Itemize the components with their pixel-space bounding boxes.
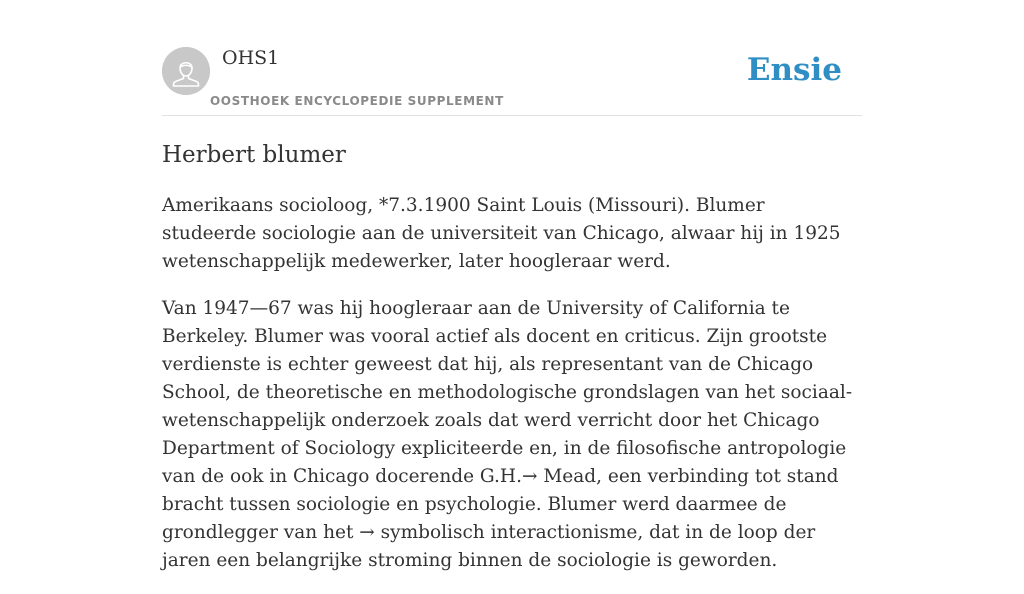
paragraph-2-part-3: , dat in de loop der jaren een belangrijke stroming binnen de sociologie is geworden. — [162, 522, 816, 571]
username-link[interactable]: OHS1 — [222, 47, 280, 69]
ensie-logo[interactable]: Ensie — [746, 52, 842, 88]
link-symbolisch-interactionisme[interactable]: → symbolisch interactionisme — [359, 522, 638, 543]
paragraph-2 — [162, 295, 862, 575]
user-avatar[interactable] — [162, 47, 210, 95]
user-icon — [162, 47, 210, 95]
paragraph-2-part-1: Van 1947—67 was hij hoogleraar aan de University of California te Berkeley. Blumer was vooral actief als docent en criticus. Zijn grootste verdienste is echter geweest dat hij, als representant van de Chicago School, de theoretische en methodologische grondslagen van het sociaal-wetenschappelijk onderzoek zoals dat werd verricht door het Chicago Department of Sociology expliciteerde en, in de filosofische antropologie van de ook in Chicago docerende G.H. — [162, 298, 853, 487]
paragraph-1: Amerikaans socioloog, *7.3.1900 Saint Louis (Missouri). Blumer studeerde sociologie aan de universiteit van Chicago, alwaar hij in 1925 wetenschappelijk medewerker, later hoogleraar werd. — [162, 195, 841, 272]
entry-header — [162, 0, 862, 116]
content-container — [162, 0, 862, 571]
paragraph-2-part-2: , een verbinding tot stand bracht tussen sociologie en psychologie. Blumer werd daarmee de grondlegger van het — [162, 466, 839, 543]
entry-title: Herbert blumer — [162, 142, 346, 168]
entry-body — [162, 192, 862, 594]
source-link[interactable]: OOSTHOEK ENCYCLOPEDIE SUPPLEMENT — [210, 94, 504, 108]
link-mead[interactable]: → Mead — [521, 466, 597, 487]
